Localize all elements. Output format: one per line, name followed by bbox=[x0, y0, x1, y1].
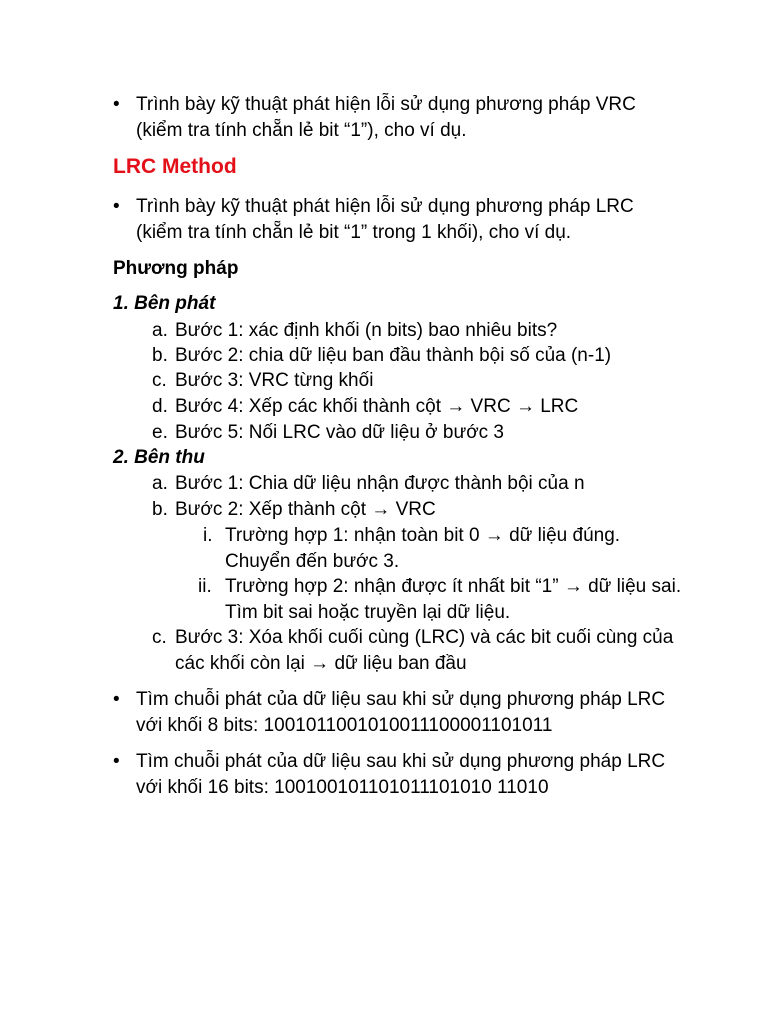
text-line: các khối còn lại → dữ liệu ban đầu bbox=[175, 653, 467, 674]
step-marker: a. bbox=[152, 473, 168, 494]
step-text: Bước 1: Chia dữ liệu nhận được thành bội của n bbox=[175, 473, 585, 494]
step-marker: c. bbox=[152, 370, 167, 391]
receiver-title: 2. Bên thu bbox=[113, 447, 205, 468]
bullet-vrc-text bbox=[136, 92, 736, 144]
step-marker: b. bbox=[152, 345, 168, 366]
step-marker: d. bbox=[152, 396, 168, 417]
bullet-marker: • bbox=[113, 751, 120, 772]
bullet-marker: • bbox=[113, 94, 120, 115]
method-title: Phương pháp bbox=[113, 258, 239, 279]
text-line: Tìm bit sai hoặc truyền lại dữ liệu. bbox=[225, 602, 511, 623]
case-text bbox=[225, 523, 620, 575]
bullet-exercise-text bbox=[136, 749, 736, 801]
step-marker: a. bbox=[152, 320, 168, 341]
bullet-marker: • bbox=[113, 196, 120, 217]
text-line: với khối 8 bits: 1001011001010011100001101011 bbox=[136, 715, 553, 736]
step-text bbox=[175, 625, 673, 677]
step-text: Bước 2: Xếp thành cột → VRC bbox=[175, 499, 436, 520]
text-line: Trình bày kỹ thuật phát hiện lỗi sử dụng phương pháp LRC bbox=[136, 196, 634, 217]
text-line: Tìm chuỗi phát của dữ liệu sau khi sử dụng phương pháp LRC bbox=[136, 751, 666, 772]
bullet-exercise-text bbox=[136, 687, 736, 739]
case-text bbox=[225, 574, 681, 626]
text-line: Trường hợp 1: nhận toàn bit 0 → dữ liệu đúng. bbox=[225, 525, 621, 546]
step-text: Bước 5: Nối LRC vào dữ liệu ở bước 3 bbox=[175, 422, 504, 443]
step-marker: c. bbox=[152, 627, 167, 648]
text-line: (kiểm tra tính chẵn lẻ bit “1”), cho ví dụ. bbox=[136, 120, 467, 141]
bullet-marker: • bbox=[113, 689, 120, 710]
step-marker: e. bbox=[152, 422, 168, 443]
step-text: Bước 3: VRC từng khối bbox=[175, 370, 374, 391]
text-line: Tìm chuỗi phát của dữ liệu sau khi sử dụng phương pháp LRC bbox=[136, 689, 666, 710]
step-text: Bước 4: Xếp các khối thành cột → VRC → LRC bbox=[175, 396, 579, 417]
step-text: Bước 1: xác định khối (n bits) bao nhiêu bits? bbox=[175, 320, 558, 341]
text-line: Chuyển đến bước 3. bbox=[225, 551, 400, 572]
text-line: Bước 3: Xóa khối cuối cùng (LRC) và các bit cuối cùng của bbox=[175, 627, 674, 648]
section-heading: LRC Method bbox=[113, 155, 237, 178]
text-line: Trường hợp 2: nhận được ít nhất bit “1” → dữ liệu sai. bbox=[225, 576, 682, 597]
step-marker: b. bbox=[152, 499, 168, 520]
step-text: Bước 2: chia dữ liệu ban đầu thành bội số của (n-1) bbox=[175, 345, 612, 366]
bullet-lrc-text bbox=[136, 194, 736, 246]
text-line: Trình bày kỹ thuật phát hiện lỗi sử dụng phương pháp VRC bbox=[136, 94, 636, 115]
case-marker: i. bbox=[203, 525, 213, 546]
text-line: (kiểm tra tính chẵn lẻ bit “1” trong 1 khối), cho ví dụ. bbox=[136, 222, 572, 243]
sender-title: 1. Bên phát bbox=[113, 293, 216, 314]
text-line: với khối 16 bits: 100100101101011101010 11010 bbox=[136, 777, 549, 798]
case-marker: ii. bbox=[198, 576, 212, 597]
